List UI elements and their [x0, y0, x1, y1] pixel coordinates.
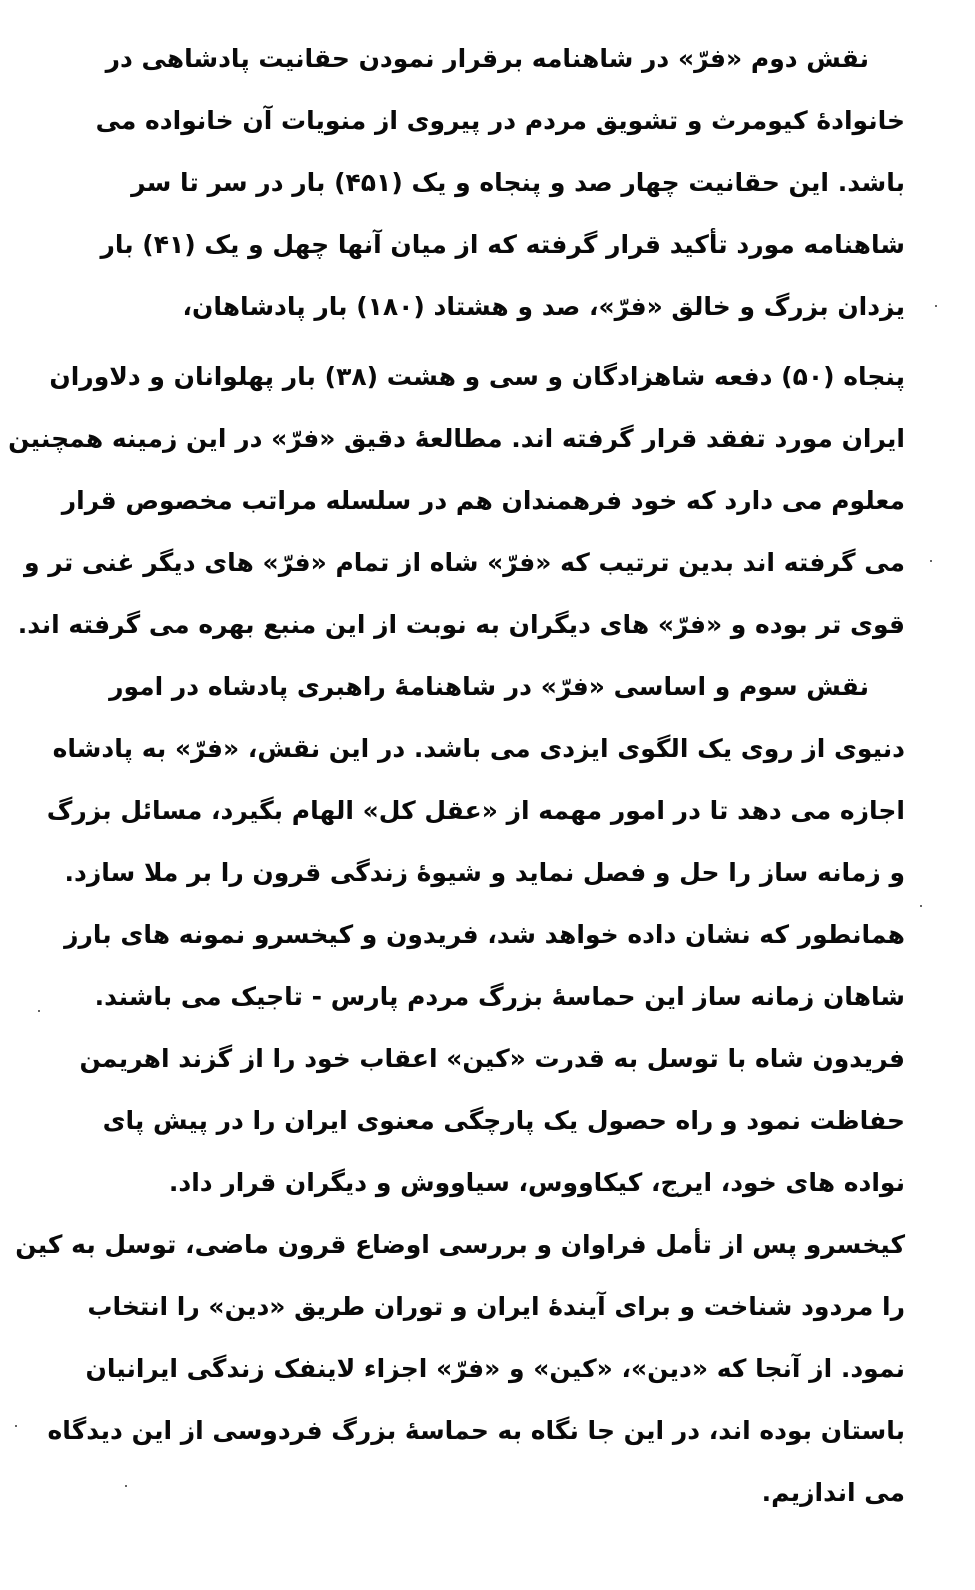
text-line: شاهنامه مورد تأکید قرار گرفته که از میان آنها چهل و یک (۴۱) بار	[100, 230, 905, 259]
text-line: باستان بوده اند، در این جا نگاه به حماسهٔ بزرگ فردوسی از این دیدگاه	[47, 1416, 905, 1445]
scan-speck	[125, 1485, 127, 1487]
body-text	[8, 28, 905, 1524]
text-line: نمود. از آنجا که «دین»، «کین» و «فرّ» اجزاء لاینفک زندگی ایرانیان	[85, 1354, 905, 1383]
scan-speck	[935, 305, 937, 307]
text-line: همانطور که نشان داده خواهد شد، فریدون و کیخسرو نمونه های بارز	[64, 920, 905, 949]
text-line: شاهان زمانه ساز این حماسهٔ بزرگ مردم پارس - تاجیک می باشند.	[94, 982, 905, 1011]
text-line: و زمانه ساز را حل و فصل نماید و شیوهٔ زندگی قرون را بر ملا سازد.	[64, 858, 905, 887]
text-line: را مردود شناخت و برای آیندهٔ ایران و توران طریق «دین» را انتخاب	[87, 1292, 905, 1321]
scan-speck	[920, 905, 922, 907]
text-line: ایران مورد تفقد قرار گرفته اند. مطالعهٔ دقیق «فرّ» در این زمینه همچنین	[8, 424, 905, 453]
text-line: یزدان بزرگ و خالق «فرّ»، صد و هشتاد (۱۸۰) بار پادشاهان،	[182, 292, 905, 321]
text-line: می گرفته اند بدین ترتیب که «فرّ» شاه از تمام «فرّ» های دیگر غنی تر و	[24, 548, 905, 577]
text-line: اجازه می دهد تا در امور مهمه از «عقل کل» الهام بگیرد، مسائل بزرگ	[46, 796, 905, 825]
text-line: معلوم می دارد که خود فرهمندان هم در سلسله مراتب مخصوص قرار	[61, 486, 905, 515]
scan-speck	[38, 1010, 40, 1012]
text-line: قوی تر بوده و «فرّ» های دیگران به نوبت از این منبع بهره می گرفته اند.	[17, 610, 905, 639]
scan-speck	[15, 1425, 17, 1427]
text-line: نقش دوم «فرّ» در شاهنامه برقرار نمودن حقانیت پادشاهی در	[105, 44, 869, 73]
text-line: نقش سوم و اساسی «فرّ» در شاهنامهٔ راهبری پادشاه در امور	[109, 672, 869, 701]
text-line: پنجاه (۵۰) دفعه شاهزادگان و سی و هشت (۳۸) بار پهلوانان و دلاوران	[49, 362, 905, 391]
text-line: فریدون شاه با توسل به قدرت «کین» اعقاب خود را از گزند اهریمن	[79, 1044, 905, 1073]
text-line: کیخسرو پس از تأمل فراوان و بررسی اوضاع قرون ماضی، توسل به کین	[15, 1230, 905, 1259]
text-line: حفاظت نمود و راه حصول یک پارچگی معنوی ایران را در پیش پای	[102, 1106, 905, 1135]
text-line: باشد. این حقانیت چهار صد و پنجاه و یک (۴۵۱) بار در سر تا سر	[131, 168, 905, 197]
text-line: خانوادهٔ کیومرث و تشویق مردم در پیروی از منویات آن خانواده می	[95, 106, 905, 135]
text-line: دنیوی از روی یک الگوی ایزدی می باشد. در این نقش، «فرّ» به پادشاه	[52, 734, 905, 763]
scan-speck	[930, 560, 932, 562]
text-line: می اندازیم.	[761, 1478, 905, 1507]
text-line: نواده های خود، ایرج، کیکاووس، سیاووش و دیگران قرار داد.	[168, 1168, 905, 1197]
